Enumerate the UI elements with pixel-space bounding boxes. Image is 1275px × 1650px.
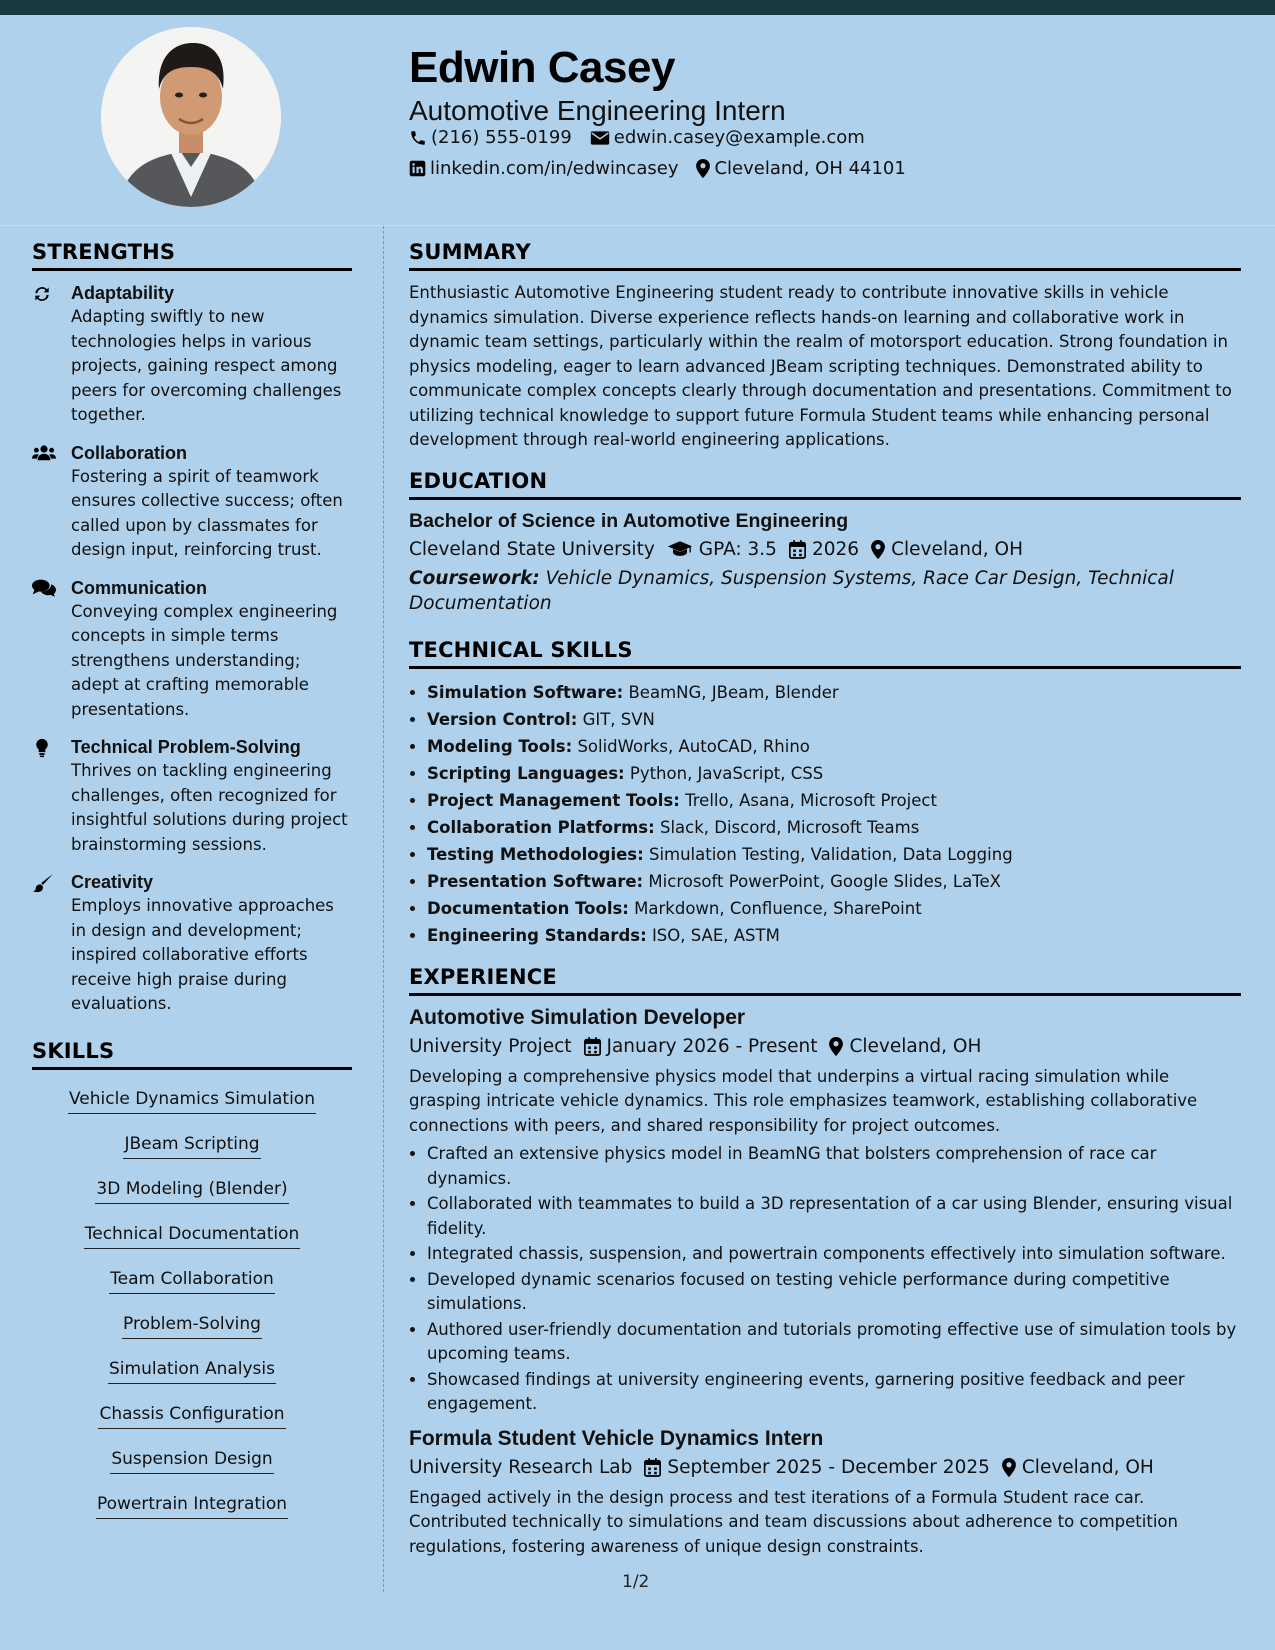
strength-desc: Adapting swiftly to new technologies helps in various projects, gaining respect among peers for overcoming challenges together. — [71, 307, 342, 424]
list-item — [427, 814, 1241, 841]
candidate-name: Edwin Casey — [409, 43, 675, 92]
skill-tag: Team Collaboration — [109, 1266, 275, 1294]
skills-heading: SKILLS — [32, 1039, 352, 1070]
summary-text: Enthusiastic Automotive Engineering student ready to contribute innovative skills in vehicle dynamics simulation. Diverse experience reflects hands-on learning and collaborative work in dynamic team settings, particularly within the realm of motorsport education. Strong foundation in physics modeling, eager to learn advanced JBeam scripting techniques. Demonstrated ability to communicate complex concepts clearly through documentation and presentations. Commitment to utilizing technical knowledge to support future Formula Student teams while enhancing personal development through real-world engineering applications. — [409, 283, 1232, 449]
skill-tag: Problem-Solving — [122, 1311, 262, 1339]
email-text[interactable]: edwin.casey@example.com — [613, 127, 865, 148]
strength-desc: Conveying complex engineering concepts in simple terms strengthens understanding; adept at crafting memorable presentations. — [71, 601, 338, 719]
list-item — [427, 679, 1241, 706]
strength-title: Technical Problem-Solving — [71, 737, 301, 757]
phone-text[interactable]: (216) 555-0199 — [431, 127, 572, 148]
education-meta — [409, 539, 1241, 560]
job-title: Formula Student Vehicle Dynamics Intern — [409, 1426, 824, 1450]
column-divider — [383, 226, 384, 1592]
list-item — [427, 922, 1241, 949]
right-column — [409, 240, 1241, 1559]
contact-row-2 — [409, 158, 924, 179]
skills-list — [32, 1080, 352, 1536]
list-item — [427, 868, 1241, 895]
tech-value: Slack, Discord, Microsoft Teams — [659, 817, 920, 837]
list-item: • Crafted an extensive physics model in BeamNG that bolsters comprehension of race car dynamics. — [427, 1142, 1241, 1191]
skill-tag: Technical Documentation — [84, 1221, 301, 1249]
gpa-text: GPA: 3.5 — [698, 538, 777, 560]
technical-skills-heading: TECHNICAL SKILLS — [409, 638, 1241, 669]
job-location: Cleveland, OH — [849, 1035, 982, 1057]
map-marker-icon — [829, 1037, 843, 1056]
sync-icon — [32, 284, 52, 304]
tech-value: Trello, Asana, Microsoft Project — [685, 790, 937, 810]
list-item: • Developed dynamic scenarios focused on testing vehicle performance during competitive simulations. — [427, 1268, 1241, 1317]
job-description: Engaged actively in the design process and test iterations of a Formula Student race car. Contributed technically to simulations and team discussions about adherence to competition regulations, fostering awareness of unique design constraints. — [409, 1487, 1178, 1556]
tech-label: Version Control: — [427, 709, 578, 729]
summary-heading: SUMMARY — [409, 240, 1241, 271]
school-name: Cleveland State University — [409, 538, 655, 560]
profile-photo — [101, 27, 281, 207]
strength-title: Adaptability — [71, 283, 175, 303]
lightbulb-icon — [32, 738, 52, 758]
list-item: • Collaborated with teammates to build a 3D representation of a car using Blender, ensuring visual fidelity. — [427, 1192, 1241, 1241]
contact-row-1 — [409, 127, 883, 148]
top-bar — [0, 0, 1275, 15]
tech-value: SolidWorks, AutoCAD, Rhino — [577, 736, 810, 756]
linkedin-text[interactable]: linkedin.com/in/edwincasey — [430, 158, 679, 179]
list-item — [427, 733, 1241, 760]
calendar-icon — [789, 540, 806, 559]
page-number: 1/2 — [622, 1572, 650, 1592]
strength-title: Collaboration — [71, 442, 187, 463]
calendar-icon — [644, 1458, 661, 1477]
grad-year: 2026 — [811, 538, 860, 560]
strengths-heading: STRENGTHS — [32, 240, 352, 271]
coursework-label: Coursework: — [409, 567, 540, 589]
skill-tag: Suspension Design — [110, 1446, 273, 1474]
job-org: University Research Lab — [409, 1456, 633, 1478]
graduation-cap-icon — [667, 540, 693, 558]
skill-tag: 3D Modeling (Blender) — [95, 1176, 288, 1204]
skill-tag: Simulation Analysis — [108, 1356, 276, 1384]
job-org: University Project — [409, 1035, 572, 1057]
list-item — [427, 706, 1241, 733]
job-title: Automotive Simulation Developer — [409, 1005, 746, 1029]
tech-label: Modeling Tools: — [427, 736, 573, 756]
strength-desc: Thrives on tackling engineering challenges, often recognized for insightful solutions during project brainstorming sessions. — [71, 761, 348, 854]
strength-desc: Employs innovative approaches in design and development; inspired collaborative efforts receive high praise during evaluations. — [71, 896, 334, 1013]
list-item — [427, 760, 1241, 787]
left-column — [32, 240, 352, 1536]
strength-item — [32, 281, 352, 428]
strength-item — [32, 441, 352, 563]
coursework — [409, 566, 1241, 616]
job-bullets — [409, 1142, 1241, 1417]
tech-value: Python, JavaScript, CSS — [629, 763, 824, 783]
job-location: Cleveland, OH — [1021, 1456, 1154, 1478]
comments-icon — [32, 579, 56, 597]
list-item: • Integrated chassis, suspension, and powertrain components effectively into simulation software. — [427, 1242, 1241, 1267]
strength-item — [32, 870, 352, 1017]
list-item — [427, 895, 1241, 922]
tech-label: Scripting Languages: — [427, 763, 625, 783]
list-item — [427, 841, 1241, 868]
tech-value: BeamNG, JBeam, Blender — [628, 682, 839, 702]
linkedin-item — [409, 158, 678, 179]
location-text: Cleveland, OH 44101 — [714, 158, 906, 179]
tech-label: Presentation Software: — [427, 871, 644, 891]
email-item — [590, 127, 865, 148]
tech-value: GIT, SVN — [582, 709, 655, 729]
calendar-icon — [584, 1037, 601, 1056]
linkedin-icon — [409, 160, 426, 177]
map-marker-icon — [696, 159, 710, 178]
strength-item — [32, 735, 352, 857]
users-icon — [32, 444, 56, 462]
list-item: • Authored user-friendly documentation and tutorials promoting effective use of simulation tools by upcoming teams. — [427, 1318, 1241, 1367]
coursework-text: Vehicle Dynamics, Suspension Systems, Race Car Design, Technical Documentation — [409, 567, 1174, 614]
envelope-icon — [590, 130, 610, 146]
skill-tag: Chassis Configuration — [98, 1401, 285, 1429]
education-heading: EDUCATION — [409, 469, 1241, 500]
tech-value: Simulation Testing, Validation, Data Logging — [648, 844, 1013, 864]
strength-desc: Fostering a spirit of teamwork ensures collective success; often called upon by classmates for design input, reinforcing trust. — [71, 466, 343, 559]
technical-skills-list — [409, 679, 1241, 949]
phone-icon — [409, 129, 427, 147]
list-item — [427, 787, 1241, 814]
strength-title: Communication — [71, 577, 208, 598]
tech-label: Project Management Tools: — [427, 790, 680, 810]
strength-title: Creativity — [71, 872, 154, 892]
degree-title: Bachelor of Science in Automotive Engineering — [409, 509, 849, 532]
experience-heading: EXPERIENCE — [409, 965, 1241, 996]
location-item — [696, 158, 905, 179]
tech-value: ISO, SAE, ASTM — [651, 925, 780, 945]
tech-label: Engineering Standards: — [427, 925, 647, 945]
tech-label: Collaboration Platforms: — [427, 817, 655, 837]
school-location: Cleveland, OH — [891, 538, 1024, 560]
job-description: Developing a comprehensive physics model that underpins a virtual racing simulation while grasping intricate vehicle dynamics. This role emphasizes teamwork, establishing collaborative connections with peers, and shared responsibility for project outcomes. — [409, 1066, 1198, 1135]
tech-label: Testing Methodologies: — [427, 844, 644, 864]
list-item: • Showcased findings at university engineering events, garnering positive feedback and peer engagement. — [427, 1368, 1241, 1417]
tech-value: Markdown, Confluence, SharePoint — [634, 898, 922, 918]
phone-item — [409, 127, 572, 148]
candidate-title: Automotive Engineering Intern — [409, 95, 786, 126]
tech-label: Documentation Tools: — [427, 898, 629, 918]
avatar-icon — [101, 27, 281, 207]
map-marker-icon — [1002, 1458, 1016, 1477]
paintbrush-icon — [32, 873, 54, 893]
tech-value: Microsoft PowerPoint, Google Slides, LaTeX — [648, 871, 1001, 891]
skill-tag: Vehicle Dynamics Simulation — [68, 1086, 316, 1114]
map-marker-icon — [871, 540, 885, 559]
job-meta — [409, 1457, 1241, 1478]
skill-tag: Powertrain Integration — [96, 1491, 288, 1519]
skill-tag: JBeam Scripting — [123, 1131, 260, 1159]
strength-item — [32, 576, 352, 723]
resume-header — [0, 15, 1275, 226]
tech-label: Simulation Software: — [427, 682, 624, 702]
job-dates: January 2026 - Present — [606, 1035, 818, 1057]
job-dates: September 2025 - December 2025 — [667, 1456, 990, 1478]
job-meta — [409, 1036, 1241, 1057]
